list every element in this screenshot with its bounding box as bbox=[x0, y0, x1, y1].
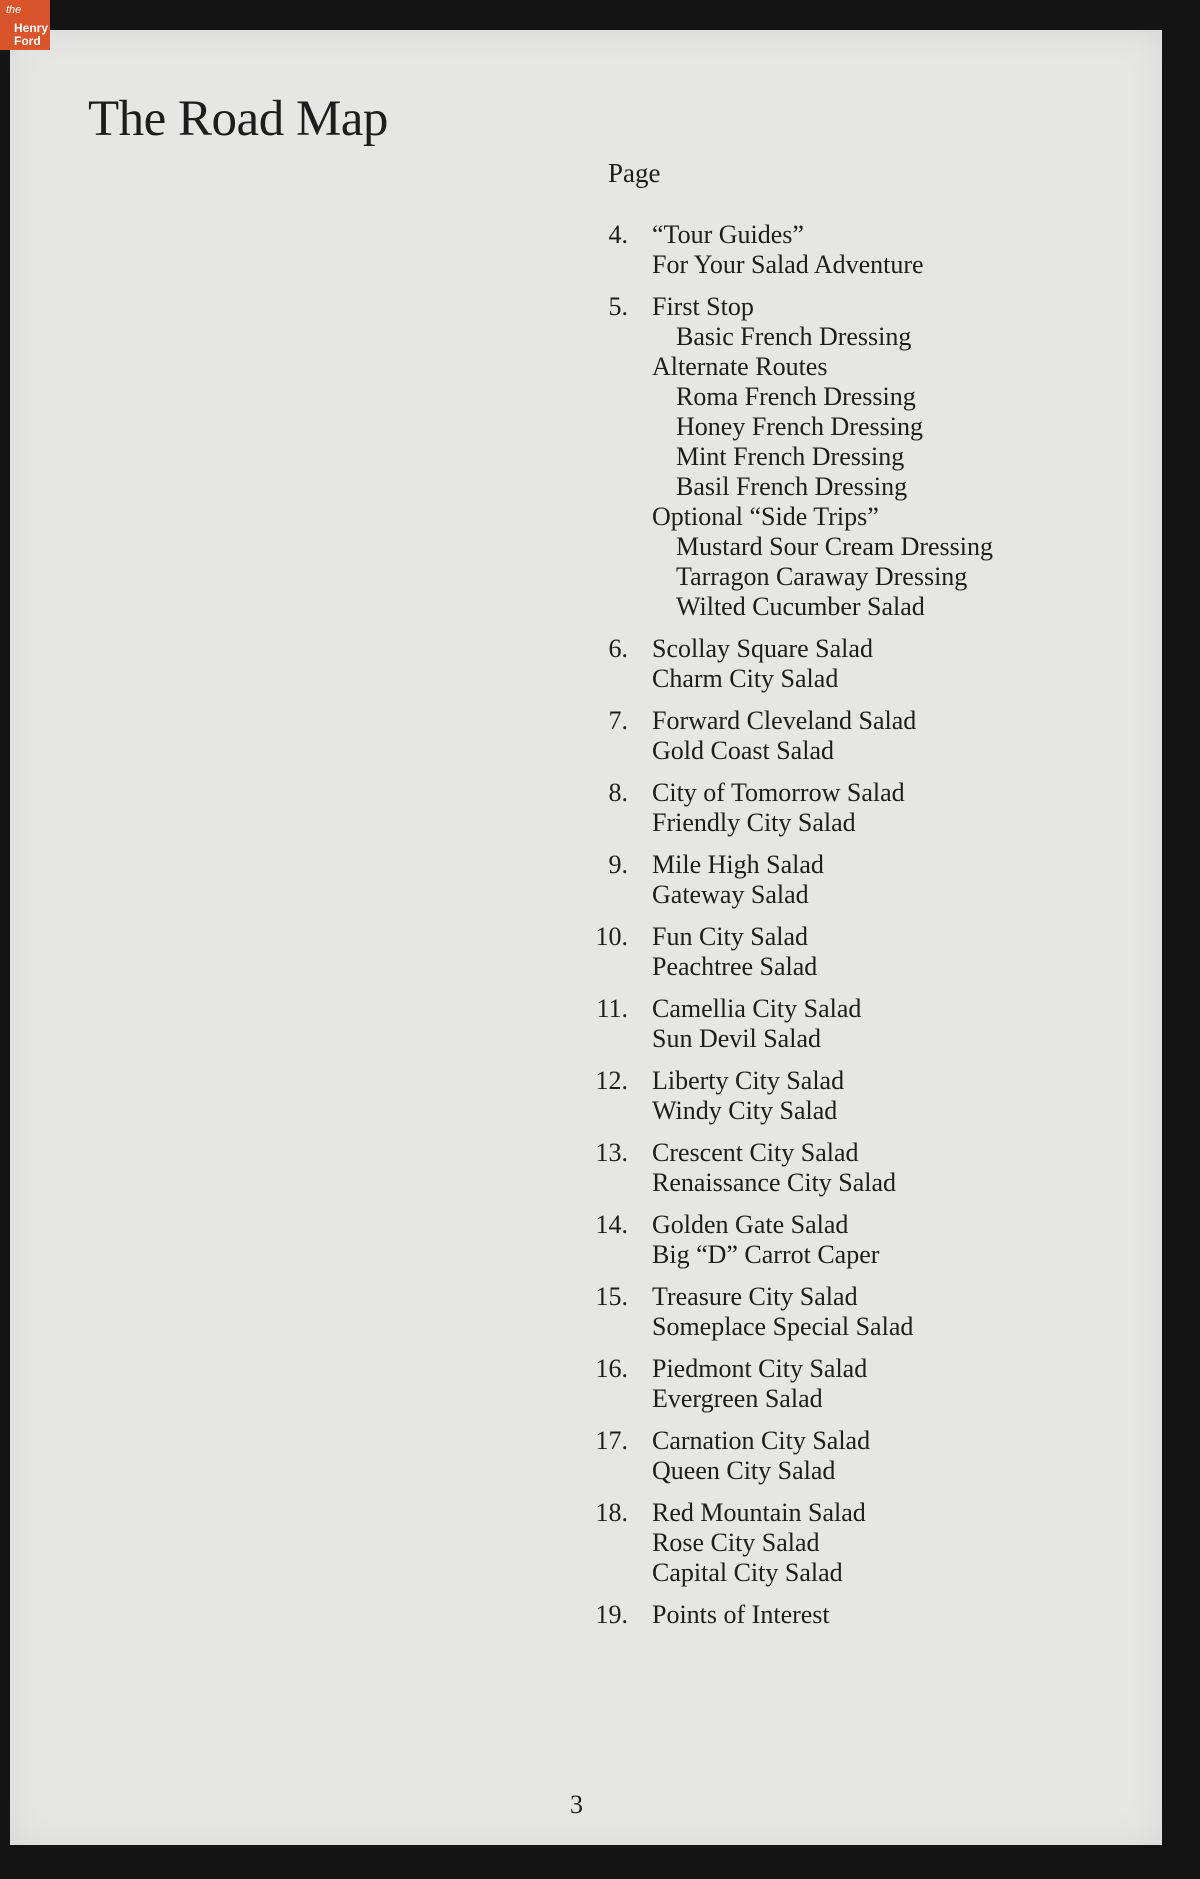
toc-item: Evergreen Salad bbox=[652, 1384, 823, 1413]
toc-entry-lines bbox=[652, 220, 1100, 280]
toc-entry-lines bbox=[652, 1066, 1100, 1126]
toc-entry bbox=[580, 922, 1100, 982]
toc-item: Treasure City Salad bbox=[652, 1282, 858, 1311]
toc-entry bbox=[580, 220, 1100, 280]
toc-item: Peachtree Salad bbox=[652, 952, 818, 981]
toc-subitem: Honey French Dressing bbox=[676, 412, 923, 441]
toc-page-number: 6. bbox=[608, 634, 628, 663]
henry-ford-logo bbox=[0, 0, 50, 50]
toc-page-number: 18. bbox=[595, 1498, 628, 1527]
toc-item: First Stop bbox=[652, 292, 754, 321]
toc-entry bbox=[580, 850, 1100, 910]
toc-entry bbox=[580, 994, 1100, 1054]
toc-entry bbox=[580, 1282, 1100, 1342]
toc-item: Someplace Special Salad bbox=[652, 1312, 914, 1341]
table-of-contents bbox=[580, 220, 1100, 1642]
toc-entry-lines bbox=[652, 922, 1100, 982]
toc-subitem: Basic French Dressing bbox=[676, 322, 912, 351]
toc-entry bbox=[580, 1138, 1100, 1198]
toc-item: Camellia City Salad bbox=[652, 994, 862, 1023]
toc-page-number: 17. bbox=[595, 1426, 628, 1455]
logo-line-1: the bbox=[6, 4, 22, 16]
toc-item: Windy City Salad bbox=[652, 1096, 838, 1125]
toc-entry bbox=[580, 634, 1100, 694]
toc-entry-lines bbox=[652, 292, 1100, 622]
toc-page-number: 8. bbox=[608, 778, 628, 807]
toc-page-number: 14. bbox=[595, 1210, 628, 1239]
toc-item: City of Tomorrow Salad bbox=[652, 778, 905, 807]
toc-page-number: 10. bbox=[595, 922, 628, 951]
toc-page-number: 15. bbox=[595, 1282, 628, 1311]
toc-item: Gateway Salad bbox=[652, 880, 809, 909]
toc-entry-lines bbox=[652, 778, 1100, 838]
toc-item: Sun Devil Salad bbox=[652, 1024, 821, 1053]
toc-item: Capital City Salad bbox=[652, 1558, 843, 1587]
toc-item: Carnation City Salad bbox=[652, 1426, 871, 1455]
toc-item: “Tour Guides” bbox=[652, 220, 804, 249]
toc-entry bbox=[580, 1210, 1100, 1270]
toc-item: Renaissance City Salad bbox=[652, 1168, 897, 1197]
toc-subitem: Mint French Dressing bbox=[676, 442, 905, 471]
document-page bbox=[10, 30, 1162, 1845]
toc-entry bbox=[580, 1426, 1100, 1486]
logo-line-2: Henry bbox=[14, 21, 49, 35]
toc-entry bbox=[580, 706, 1100, 766]
toc-entry-lines bbox=[652, 1354, 1100, 1414]
toc-item: Red Mountain Salad bbox=[652, 1498, 866, 1527]
toc-item: Liberty City Salad bbox=[652, 1066, 845, 1095]
toc-entry-lines bbox=[652, 1426, 1100, 1486]
toc-subitem: Roma French Dressing bbox=[676, 382, 916, 411]
toc-page-number: 4. bbox=[608, 220, 628, 249]
toc-item: Mile High Salad bbox=[652, 850, 824, 879]
toc-entry-lines bbox=[652, 1600, 1100, 1630]
logo-line-3: Ford bbox=[14, 34, 41, 48]
toc-entry bbox=[580, 292, 1100, 622]
toc-subitem: Wilted Cucumber Salad bbox=[676, 592, 925, 621]
toc-entry bbox=[580, 1354, 1100, 1414]
toc-item: Rose City Salad bbox=[652, 1528, 820, 1557]
toc-item: Friendly City Salad bbox=[652, 808, 856, 837]
toc-entry-lines bbox=[652, 850, 1100, 910]
toc-entry-lines bbox=[652, 994, 1100, 1054]
page-column-heading: Page bbox=[608, 158, 661, 188]
toc-entry-lines bbox=[652, 1138, 1100, 1198]
toc-item: For Your Salad Adventure bbox=[652, 250, 924, 279]
page-title: The Road Map bbox=[88, 91, 388, 147]
toc-item: Golden Gate Salad bbox=[652, 1210, 849, 1239]
toc-page-number: 9. bbox=[608, 850, 628, 879]
toc-item: Scollay Square Salad bbox=[652, 634, 873, 663]
toc-page-number: 5. bbox=[608, 292, 628, 321]
toc-item: Alternate Routes bbox=[652, 352, 828, 381]
toc-entry-lines bbox=[652, 1282, 1100, 1342]
toc-item: Forward Cleveland Salad bbox=[652, 706, 917, 735]
toc-page-number: 16. bbox=[595, 1354, 628, 1383]
toc-item: Gold Coast Salad bbox=[652, 736, 834, 765]
toc-entry bbox=[580, 778, 1100, 838]
toc-item: Queen City Salad bbox=[652, 1456, 836, 1485]
toc-subitem: Basil French Dressing bbox=[676, 472, 908, 501]
toc-page-number: 12. bbox=[595, 1066, 628, 1095]
toc-entry bbox=[580, 1066, 1100, 1126]
toc-entry-lines bbox=[652, 1210, 1100, 1270]
toc-item: Points of Interest bbox=[652, 1600, 830, 1629]
toc-subitem: Tarragon Caraway Dressing bbox=[676, 562, 968, 591]
toc-entry-lines bbox=[652, 634, 1100, 694]
toc-item: Charm City Salad bbox=[652, 664, 839, 693]
toc-item: Fun City Salad bbox=[652, 922, 809, 951]
toc-entry-lines bbox=[652, 706, 1100, 766]
toc-entry bbox=[580, 1498, 1100, 1588]
toc-item: Piedmont City Salad bbox=[652, 1354, 868, 1383]
toc-item: Crescent City Salad bbox=[652, 1138, 859, 1167]
toc-entry-lines bbox=[652, 1498, 1100, 1588]
toc-subitem: Mustard Sour Cream Dressing bbox=[676, 532, 994, 561]
toc-page-number: 13. bbox=[595, 1138, 628, 1167]
page-number: 3 bbox=[570, 1790, 583, 1819]
toc-item: Optional “Side Trips” bbox=[652, 502, 879, 531]
toc-page-number: 11. bbox=[596, 994, 628, 1023]
toc-item: Big “D” Carrot Caper bbox=[652, 1240, 880, 1269]
toc-page-number: 19. bbox=[595, 1600, 628, 1629]
toc-page-number: 7. bbox=[608, 706, 628, 735]
toc-entry bbox=[580, 1600, 1100, 1630]
